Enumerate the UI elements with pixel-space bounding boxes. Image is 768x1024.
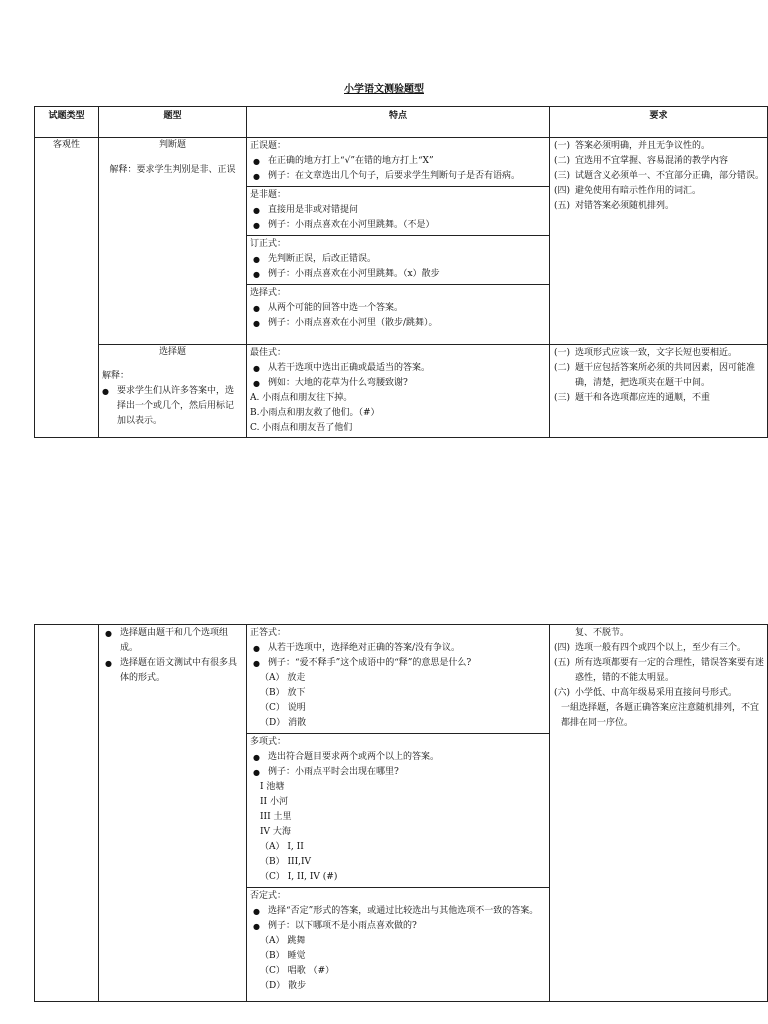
choice-explain-label: 解释： — [102, 371, 130, 381]
header-row — [35, 107, 768, 138]
answer-option: III 土里 — [260, 812, 292, 822]
table-row-choice — [35, 345, 768, 438]
requirement-item — [553, 346, 764, 361]
requirement-text: 题干和各选项都应连的通顺，不重 — [575, 393, 711, 403]
choice-description-item: ● 选择题在语文测试中有很多具体的形式。 — [102, 656, 243, 686]
feature-item: ● 直接用是非或对错提问 — [250, 203, 546, 218]
answer-option: IV 大海 — [260, 827, 291, 837]
answer-option: （B） 睡觉 — [260, 951, 306, 961]
header-requirements: 要求 — [550, 107, 768, 138]
requirement-item — [553, 361, 764, 391]
answer-option: A. 小雨点和朋友往下掉。 — [250, 393, 353, 403]
choice-explain-item: ● 要求学生们从许多答案中，选择出一个或几个，然后用标记加以表示。 — [99, 384, 246, 429]
answer-option: （C） 唱歌 （#） — [260, 966, 335, 976]
feature-label: 订正式： — [250, 239, 287, 249]
feature-item: ● 例子：小雨点喜欢在小河里跳舞。（x）散步 — [250, 267, 546, 282]
feature-item: ● 从若干选项中选出正确或最适当的答案。 — [250, 361, 546, 376]
requirement-number: (一) — [554, 141, 571, 151]
answer-option: （A） 放走 — [260, 673, 306, 683]
feature-label: 否定式： — [250, 891, 287, 901]
requirement-continued-text: 复、不脱节。 — [575, 628, 630, 638]
choice-description-item: ● 选择题由题干和几个选项组成。 — [102, 626, 243, 656]
question-types-table-2 — [34, 624, 768, 1002]
feature-item: ● 先判断正误，后改正错误。 — [250, 252, 546, 267]
judge-name-cell — [99, 138, 247, 345]
requirement-number: (四) — [554, 643, 571, 653]
feature-item: ● 选出符合题目要求两个或两个以上的答案。 — [250, 750, 546, 765]
answer-option: （A） I, II — [260, 842, 304, 852]
requirement-text: 对错答案必须随机排列。 — [575, 201, 675, 211]
header-format: 题型 — [99, 107, 247, 138]
feature-label: 最佳式： — [250, 348, 287, 358]
answer-option: C. 小雨点和朋友吾了他们 — [250, 423, 353, 433]
feature-item: ● 选择“否定”形式的答案，或通过比较选出与其他选项不一致的答案。 — [250, 904, 546, 919]
feature-item: ● 例子：小雨点平时会出现在哪里? — [250, 765, 546, 780]
choice-features-cell — [247, 345, 550, 438]
choice-requirements-cell-continued — [550, 625, 768, 1002]
answer-option: （C） 说明 — [260, 703, 306, 713]
feature-label: 正误题： — [250, 141, 287, 151]
table-row-choice-continued — [35, 625, 768, 1002]
category-cell — [35, 138, 99, 438]
requirement-text: 试题含义必须单一、不宜部分正确，部分错误。 — [575, 171, 765, 181]
choice-name: 选择题 — [158, 347, 186, 357]
category-cell-empty — [35, 625, 99, 1002]
requirement-text: 答案必须明确，并且无争议性的。 — [575, 141, 711, 151]
answer-option: （B） III,IV — [260, 857, 312, 867]
choice-name-cell — [99, 345, 247, 438]
requirement-number: (三) — [554, 393, 571, 403]
requirement-number: (一) — [554, 348, 571, 358]
judge-name: 判断题 — [158, 140, 186, 150]
requirement-item — [553, 199, 764, 214]
requirement-number: (五) — [554, 201, 571, 211]
requirement-note: 一組选择题，各题正确答案应注意随机排列，不宜都排在同一序位。 — [561, 703, 760, 728]
feature-label: 是非题： — [250, 190, 287, 200]
requirement-text: 所有选项都要有一定的合理性，错误答案要有迷惑性，错的不能太明显。 — [575, 658, 765, 683]
header-type: 试题类型 — [35, 107, 99, 138]
answer-option: （D） 消散 — [260, 718, 307, 728]
judge-feature-block — [247, 138, 549, 187]
requirement-item — [553, 656, 764, 686]
requirement-text: 题干应包括答案所必须的共同因素，因可能准确，清楚，把选项夹在题干中间。 — [575, 363, 756, 388]
answer-option: B.小雨点和朋友救了他们。（#） — [250, 408, 380, 418]
answer-option: （C） I, II, IV (#) — [260, 872, 338, 882]
feature-item: ● 例子：小雨点喜欢在小河里跳舞。（不是） — [250, 218, 546, 233]
answer-option: （A） 跳舞 — [260, 936, 306, 946]
feature-item: ● 例子：在文章选出几个句子，后要求学生判断句子是否有语病。 — [250, 169, 546, 184]
requirement-number: (六) — [554, 688, 571, 698]
feature-item: ● 在正确的地方打上“√”在错的地方打上“X” — [250, 154, 546, 169]
requirement-number: (二) — [554, 156, 571, 166]
feature-item: ● 从若干选项中，选择绝对正确的答案/没有争议。 — [250, 641, 546, 656]
feature-item: ● 例如：大地的花草为什么弯腰致谢? — [250, 376, 546, 391]
requirement-item — [553, 139, 764, 154]
requirement-number: (三) — [554, 171, 571, 181]
requirement-item — [553, 391, 764, 406]
table-row-judge — [35, 138, 768, 345]
feature-item: ● 例子：以下哪项不是小雨点喜欢做的? — [250, 919, 546, 934]
requirement-text: 选项形式应该一致，文字长短也要相近。 — [575, 348, 738, 358]
requirement-text: 宜选用不宜掌握、容易混淆的教学内容 — [575, 156, 729, 166]
requirement-number: (五) — [554, 658, 571, 668]
requirement-item — [553, 154, 764, 169]
requirement-text: 避免使用有暗示性作用的词汇。 — [575, 186, 702, 196]
choice-form-block — [247, 888, 549, 996]
question-types-table-1 — [34, 106, 768, 438]
judge-feature-block — [247, 187, 549, 236]
feature-item: ● 例子：小雨点喜欢在小河里（散步/跳舞）。 — [250, 316, 546, 331]
judge-requirements-cell — [550, 138, 768, 345]
requirement-text: 选项一般有四个或四个以上，至少有三个。 — [575, 643, 747, 653]
choice-form-block — [247, 734, 549, 888]
category-label: 客观性 — [52, 140, 80, 150]
choice-description-cell — [99, 625, 247, 1002]
requirement-number: (二) — [554, 363, 571, 373]
requirement-number: (四) — [554, 186, 571, 196]
answer-option: （B） 放下 — [260, 688, 306, 698]
choice-forms-cell — [247, 625, 550, 1002]
choice-form-block — [247, 625, 549, 734]
header-features: 特点 — [247, 107, 550, 138]
judge-feature-block — [247, 236, 549, 285]
judge-explain: 解释：要求学生判别是非、正误 — [109, 165, 236, 175]
requirement-item — [553, 686, 764, 701]
choice-requirements-cell — [550, 345, 768, 438]
feature-item: ● 从两个可能的回答中选一个答案。 — [250, 301, 546, 316]
page-title: 小学语文测验题型 — [344, 84, 424, 95]
requirement-item — [553, 641, 764, 656]
requirement-item — [553, 184, 764, 199]
judge-feature-block — [247, 285, 549, 333]
answer-option: I 池塘 — [260, 782, 285, 792]
feature-label: 选择式： — [250, 288, 287, 298]
requirement-item — [553, 169, 764, 184]
answer-option: II 小河 — [260, 797, 288, 807]
feature-label: 正答式： — [250, 628, 287, 638]
requirement-text: 小学低、中高年级易采用直接问号形式。 — [575, 688, 738, 698]
answer-option: （D） 散步 — [260, 981, 307, 991]
feature-label: 多项式： — [250, 737, 287, 747]
feature-item: ● 例子：“爱不释手”这个成语中的“释”的意思是什么? — [250, 656, 546, 671]
judge-features-cell — [247, 138, 550, 345]
